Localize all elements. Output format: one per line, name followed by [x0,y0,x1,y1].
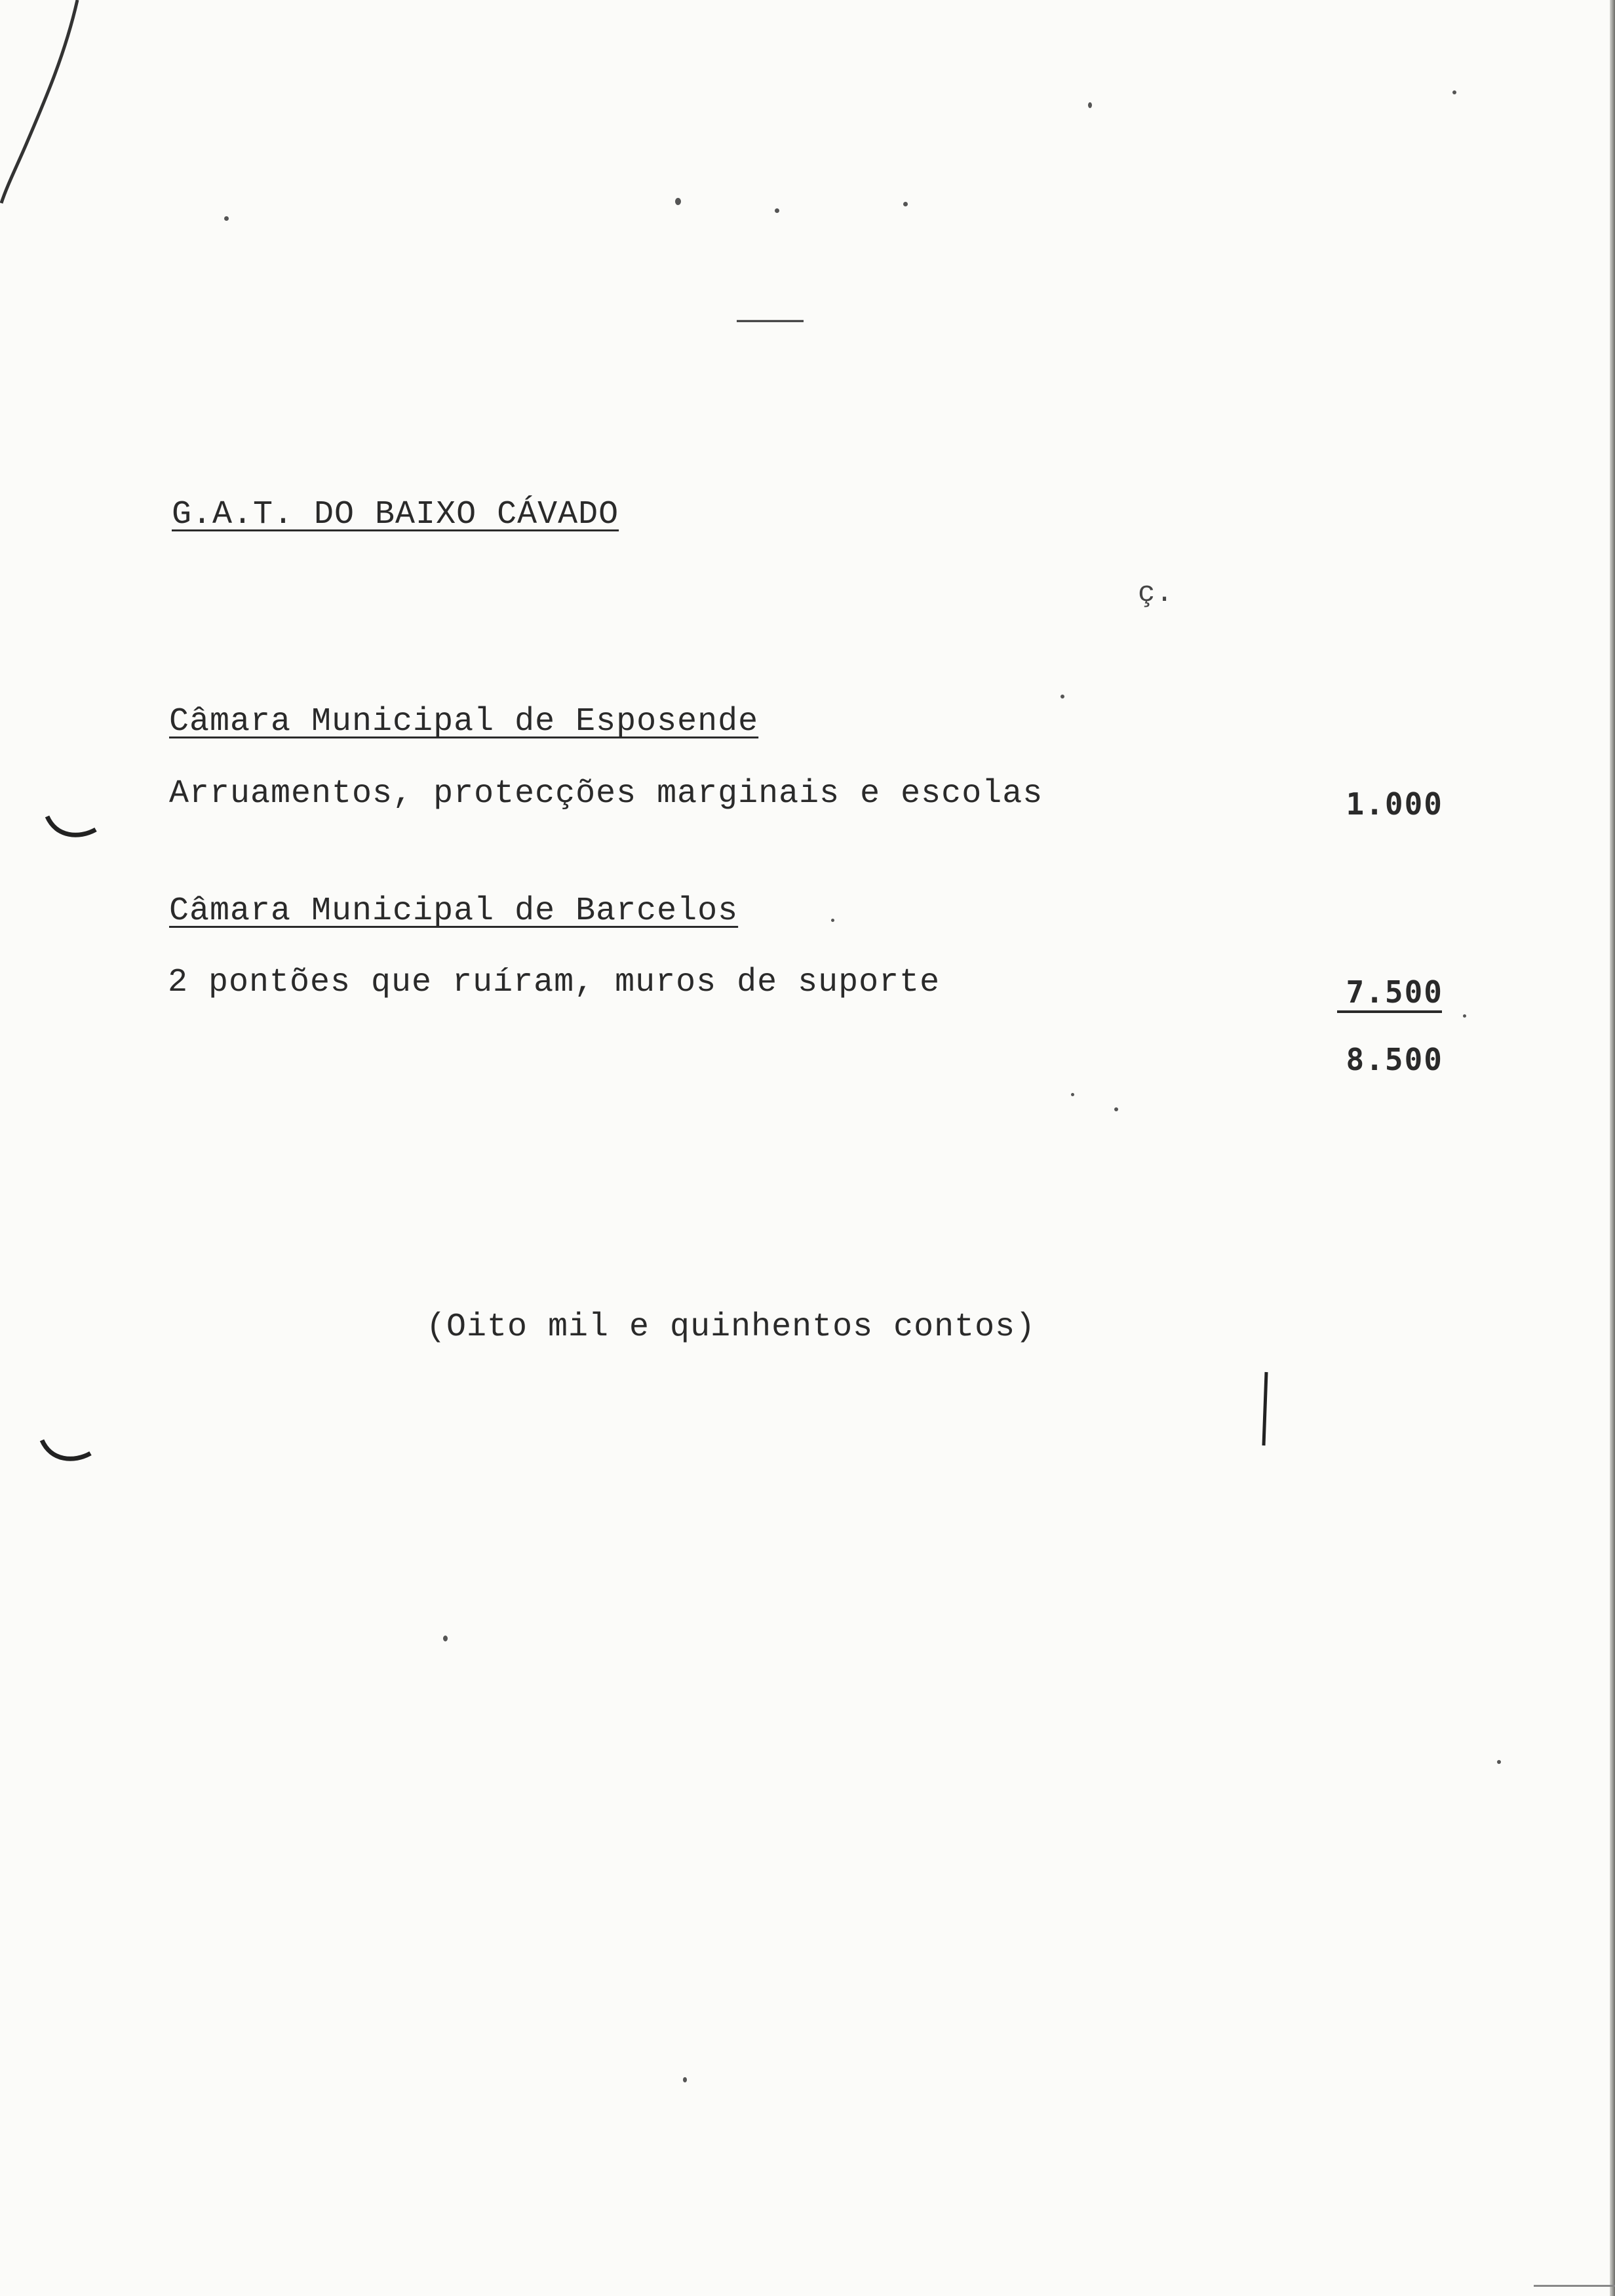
speckle [1088,102,1092,108]
section-title-barcelos: Câmara Municipal de Barcelos [169,892,739,930]
speckle [683,2077,687,2082]
speckle [775,208,779,213]
speckle [1497,1760,1501,1764]
margin-mark: ç. [1138,577,1174,610]
speckle [675,198,681,205]
speckle [1071,1093,1074,1096]
speckle [1452,90,1456,94]
vertical-pen-mark [1258,1369,1272,1448]
speckle [1114,1107,1118,1111]
punch-hole-mark-upper [43,811,102,851]
dash-mark [734,317,806,325]
amount-barcelos: 7.500 [1346,974,1443,1010]
sum-rule [1337,1010,1442,1013]
section-description-esposende: Arruamentos, protecções marginais e escolas [169,775,1043,813]
page-edge-shadow [1610,0,1615,2296]
speckle [224,216,229,221]
section-description-barcelos: 2 pontões que ruíram, muros de suporte [168,964,941,1001]
speckle [1060,695,1064,698]
speckle [1463,1014,1466,1018]
document-heading: G.A.T. DO BAIXO CÁVADO [172,496,619,533]
speckle [443,1636,448,1641]
speckle [903,202,908,206]
punch-hole-mark-lower [38,1435,97,1474]
corner-scratch-mark [0,0,92,210]
amount-esposende: 1.000 [1346,786,1443,822]
total-amount: 8.500 [1346,1042,1443,1077]
section-title-esposende: Câmara Municipal de Esposende [169,703,759,740]
speckle [831,919,834,922]
page-corner-shadow [1534,2285,1615,2287]
total-in-words: (Oito mil e quinhentos contos) [426,1309,1036,1346]
